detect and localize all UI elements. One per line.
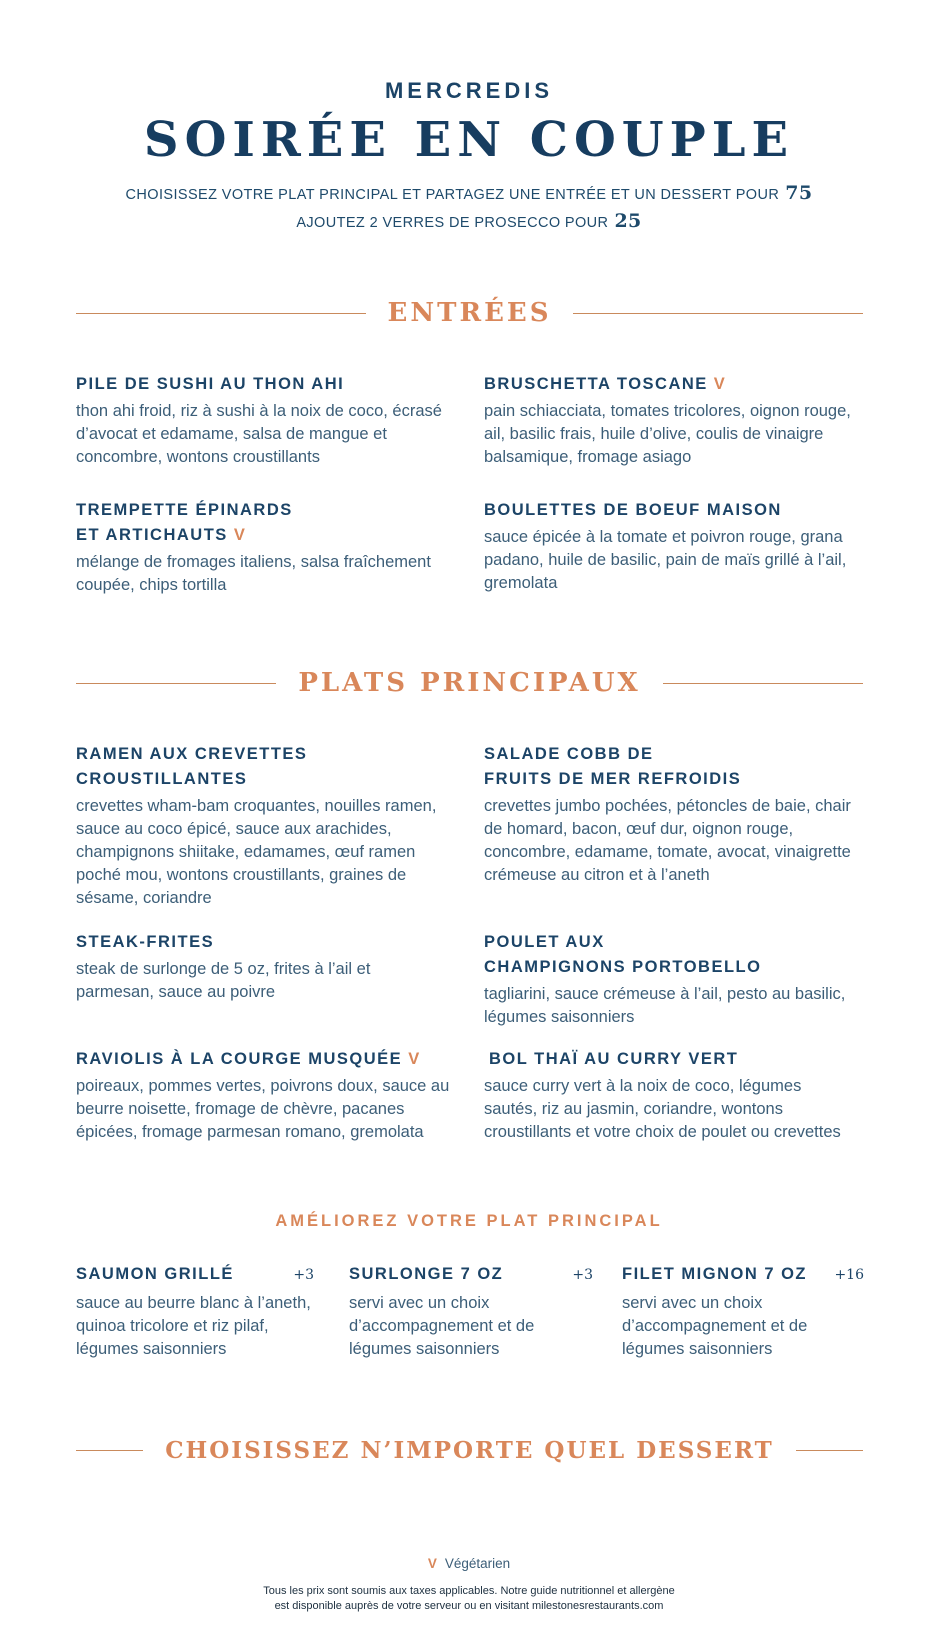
vegetarian-icon: V	[427, 1556, 437, 1571]
item-description: crevettes wham-bam croquantes, nouilles ramen, sauce au coco épicé, sauce aux arachides, champignons shiitake, edamames, œuf ramen poché mou, wontons croustillants, graines de sésame, coriandre	[76, 797, 437, 907]
menu-item	[484, 372, 856, 469]
page-kicker: MERCREDIS	[384, 78, 553, 103]
item-name: PILE DE SUSHI AU THON AHI	[76, 375, 345, 393]
item-name: BOL THAÏ AU CURRY VERT	[489, 1050, 739, 1068]
legend-label: Végétarien	[444, 1556, 511, 1571]
entrees-heading	[76, 298, 863, 328]
upgrade-name: SURLONGE 7 OZ	[349, 1265, 504, 1283]
item-name: TREMPETTE ÉPINARDS ET ARTICHAUTS V	[76, 501, 293, 544]
divider	[796, 1450, 863, 1451]
upgrade-price: +3	[572, 1267, 593, 1283]
divider	[76, 313, 366, 314]
vegetarian-icon: V	[408, 1050, 421, 1068]
upgrade-price: +16	[834, 1267, 864, 1283]
item-description: mélange de fromages italiens, salsa fraîchement coupée, chips tortilla	[76, 553, 431, 594]
menu-item	[76, 498, 436, 597]
item-description: thon ahi froid, riz à sushi à la noix de coco, écrasé d’avocat et edamame, salsa de mangue et concombre, wontons croustillants	[76, 402, 442, 466]
item-name: BOULETTES DE BOEUF MAISON	[484, 501, 782, 519]
page-title: SOIRÉE EN COUPLE	[143, 112, 795, 168]
menu-item	[76, 930, 436, 1004]
menu-item	[484, 930, 856, 1029]
upgrade-item	[622, 1265, 864, 1361]
menu-item	[76, 372, 456, 469]
upgrade-price: +3	[293, 1267, 314, 1283]
item-description: steak de surlonge de 5 oz, frites à l’ail et parmesan, sauce au poivre	[76, 960, 371, 1001]
item-description: sauce curry vert à la noix de coco, légumes sautés, riz au jasmin, coriandre, wontons croustillants et votre choix de poulet ou crevettes	[484, 1077, 841, 1141]
dessert-title: CHOISISSEZ N’IMPORTE QUEL DESSERT	[165, 1437, 774, 1464]
menu-item	[76, 742, 456, 910]
prosecco-price: 25	[614, 210, 642, 232]
plats-title: PLATS PRINCIPAUX	[298, 668, 641, 698]
divider	[76, 683, 276, 684]
upgrade-name: FILET MIGNON 7 OZ	[622, 1265, 807, 1283]
item-name: SALADE COBB DE FRUITS DE MER REFROIDIS	[484, 745, 742, 788]
item-description: poireaux, pommes vertes, poivrons doux, sauce au beurre noisette, fromage de chèvre, pacanes épicées, fromage parmesan romano, gremolata	[76, 1077, 450, 1141]
menu-item	[484, 498, 856, 595]
item-description: crevettes jumbo pochées, pétoncles de baie, chair de homard, bacon, œuf dur, oignon rouge, concombre, edamame, tomate, avocat, vinaigrette crémeuse au citron et à l’aneth	[484, 797, 851, 884]
item-description: tagliarini, sauce crémeuse à l’ail, pesto au basilic, légumes saisonniers	[484, 985, 846, 1026]
upgrade-description: servi avec un choix d’accompagnement et de légumes saisonniers	[349, 1294, 535, 1358]
item-description: pain schiacciata, tomates tricolores, oignon rouge, ail, basilic frais, huile d’olive, coulis de vinaigre balsamique, fromage asiago	[484, 402, 851, 466]
divider	[76, 1450, 143, 1451]
upgrade-name: SAUMON GRILLÉ	[76, 1265, 234, 1283]
item-name: STEAK-FRITES	[76, 933, 215, 951]
menu-item	[484, 1047, 856, 1144]
fine-print: est disponible auprès de votre serveur ou en visitant milestonesrestaurants.com	[274, 1600, 664, 1612]
fine-print: Tous les prix sont soumis aux taxes applicables. Notre guide nutritionnel et allergène	[263, 1585, 675, 1597]
dessert-heading	[76, 1437, 863, 1464]
vegetarian-legend	[0, 1556, 938, 1571]
item-name: RAVIOLIS À LA COURGE MUSQUÉE V	[76, 1050, 421, 1068]
upgrade-item	[349, 1265, 593, 1361]
divider	[663, 683, 863, 684]
vegetarian-icon: V	[233, 526, 247, 544]
divider	[573, 313, 863, 314]
menu-item	[76, 1047, 456, 1144]
offer-price: 75	[785, 182, 813, 204]
upgrade-description: sauce au beurre blanc à l’aneth, quinoa tricolore et riz pilaf, légumes saisonniers	[76, 1294, 311, 1358]
vegetarian-icon: V	[713, 375, 727, 393]
prosecco-text: AJOUTEZ 2 VERRES DE PROSECCO POUR	[296, 215, 609, 231]
upgrade-heading: AMÉLIOREZ VOTRE PLAT PRINCIPAL	[275, 1212, 663, 1230]
item-name: RAMEN AUX CREVETTES CROUSTILLANTES	[76, 745, 308, 788]
entrees-title: ENTRÉES	[387, 298, 552, 328]
upgrade-item	[76, 1265, 314, 1361]
offer-line	[0, 182, 938, 204]
item-name: POULET AUX CHAMPIGNONS PORTOBELLO	[484, 933, 762, 976]
menu-item	[484, 742, 864, 887]
item-description: sauce épicée à la tomate et poivron rouge, grana padano, huile de basilic, pain de maïs grillé à l’ail, gremolata	[484, 528, 847, 592]
offer-text: CHOISISSEZ VOTRE PLAT PRINCIPAL ET PARTAGEZ UNE ENTRÉE ET UN DESSERT POUR	[125, 187, 780, 203]
plats-heading	[76, 668, 863, 698]
upgrade-description: servi avec un choix d’accompagnement et de légumes saisonniers	[622, 1294, 808, 1358]
prosecco-line	[0, 210, 938, 232]
item-name: BRUSCHETTA TOSCANE V	[484, 375, 727, 393]
